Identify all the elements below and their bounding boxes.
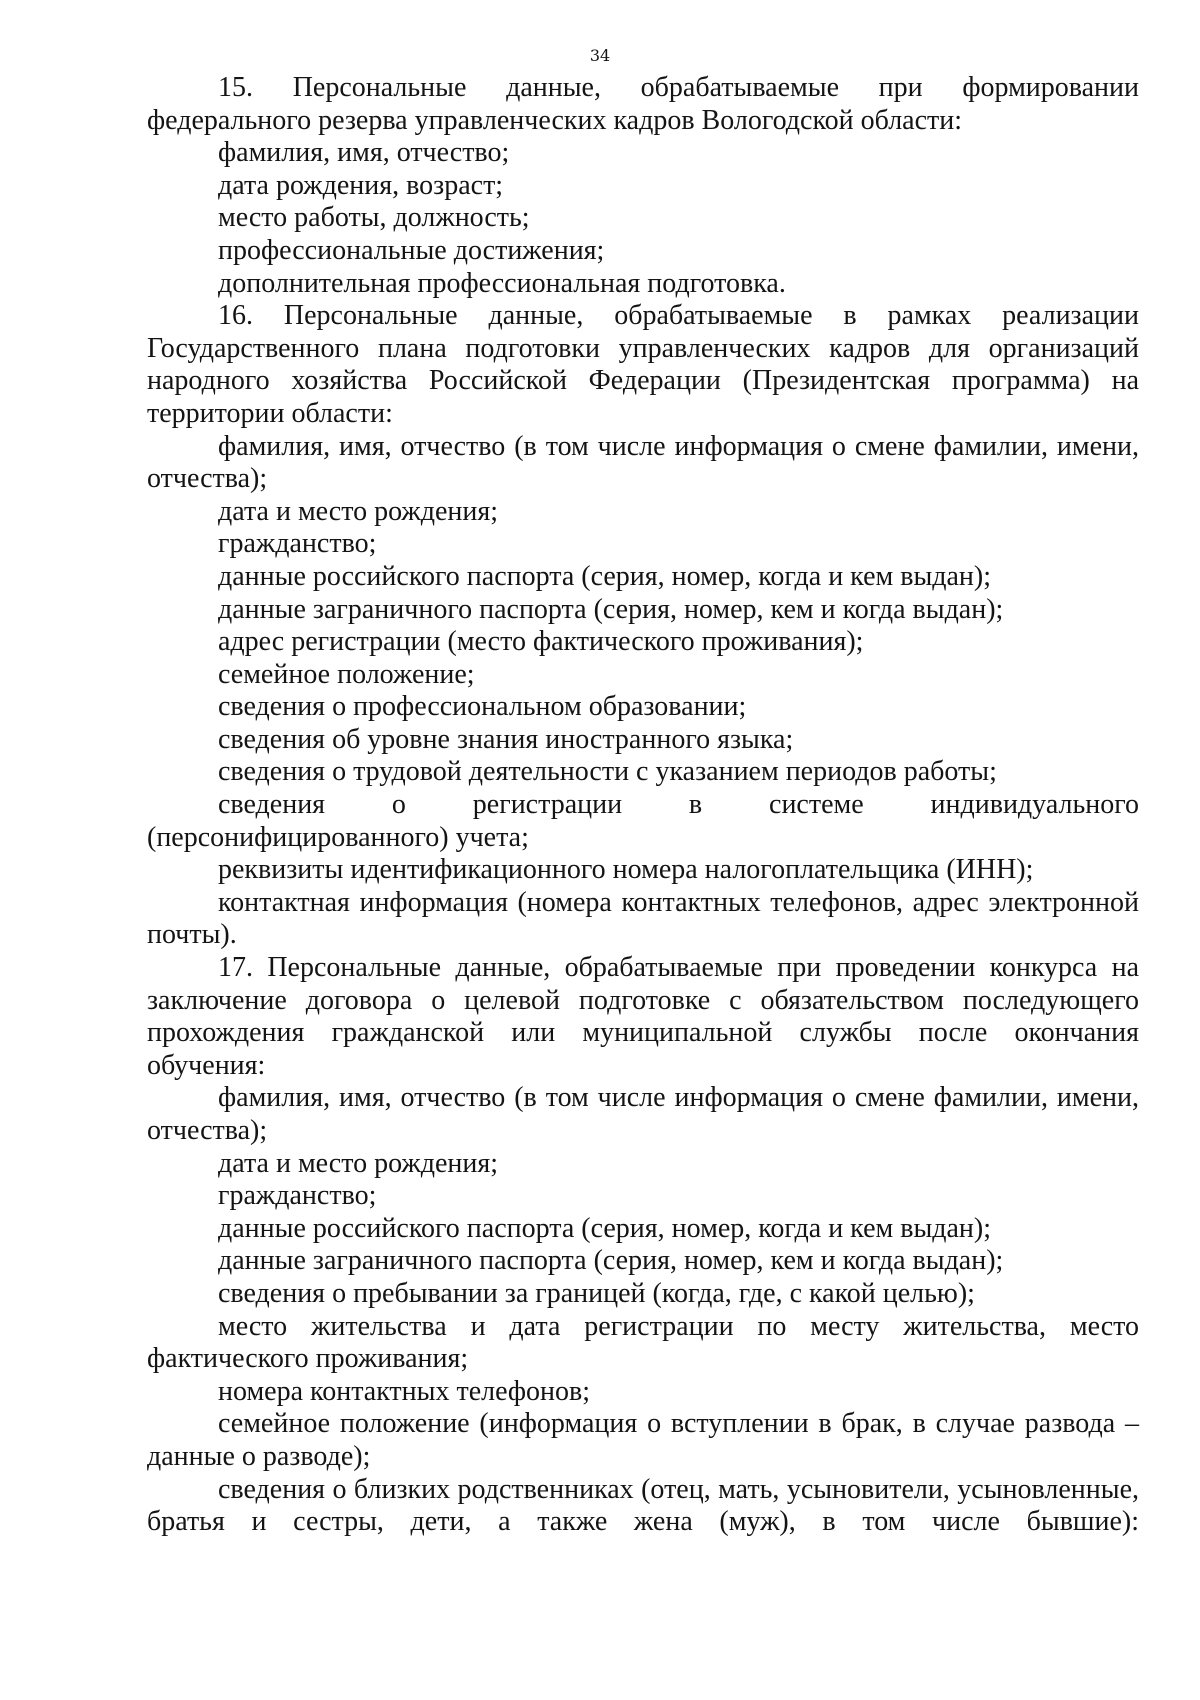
list-item: данные заграничного паспорта (серия, номер, кем и когда выдан); [218, 1245, 1004, 1277]
list-item: место жительства и дата регистрации по месту жительства, место фактического проживания; [147, 1310, 1139, 1375]
list-item: сведения о пребывании за границей (когда, где, с какой целью); [218, 1277, 975, 1309]
list-item: данные российского паспорта (серия, номер, когда и кем выдан); [218, 1212, 992, 1244]
list-item: дата и место рождения; [218, 1147, 499, 1179]
list-item: дата рождения, возраст; [218, 169, 504, 201]
list-item: гражданство; [218, 1180, 377, 1212]
paragraph-16-heading: 16. Персональные данные, обрабатываемые в рамках реализации Государственного плана подготовки управленческих кадров для организаций народного хозяйства Российской Федерации (Президентская программа) на территории области: [147, 300, 1139, 429]
list-item: данные заграничного паспорта (серия, номер, кем и когда выдан); [218, 593, 1004, 625]
paragraph-15-heading: 15. Персональные данные, обрабатываемые при формировании федерального резерва управленческих кадров Вологодской области: [147, 72, 1139, 136]
list-item: реквизиты идентификационного номера налогоплательщика (ИНН); [218, 854, 1034, 886]
list-item: сведения об уровне знания иностранного языка; [218, 723, 794, 755]
list-item: фамилия, имя, отчество (в том числе информация о смене фамилии, имени, отчества); [147, 430, 1139, 495]
list-item: гражданство; [218, 528, 377, 560]
page-number: 34 [589, 46, 611, 65]
paragraph-17-heading: 17. Персональные данные, обрабатываемые при проведении конкурса на заключение договора о целевой подготовке с обязательством последующего прохождения гражданской или муниципальной службы после окончания обучения: [147, 952, 1139, 1081]
list-item: семейное положение; [218, 658, 475, 690]
list-item: семейное положение (информация о вступлении в брак, в случае развода – данные о разводе); [147, 1408, 1139, 1472]
list-item: дополнительная профессиональная подготовка. [218, 267, 786, 299]
list-item: адрес регистрации (место фактического проживания); [218, 626, 864, 658]
list-item: номера контактных телефонов; [218, 1375, 590, 1407]
list-item: контактная информация (номера контактных телефонов, адрес электронной почты). [147, 886, 1139, 951]
list-item: место работы, должность; [218, 202, 530, 234]
list-item: сведения о трудовой деятельности с указанием периодов работы; [218, 756, 997, 788]
list-item: фамилия, имя, отчество; [218, 137, 510, 169]
list-item: сведения о профессиональном образовании; [218, 691, 747, 723]
list-item: сведения о регистрации в системе индивидуального (персонифицированного) учета; [147, 789, 1139, 853]
list-item: профессиональные достижения; [218, 234, 605, 266]
list-item: сведения о близких родственниках (отец, мать, усыновители, усыновленные, братья и сестры, дети, а также жена (муж), в том числе бывшие): [147, 1473, 1139, 1538]
list-item: данные российского паспорта (серия, номер, когда и кем выдан); [218, 560, 992, 592]
list-item: фамилия, имя, отчество (в том числе информация о смене фамилии, имени, отчества); [147, 1082, 1139, 1146]
document-body [147, 72, 1139, 1539]
list-item: дата и место рождения; [218, 495, 499, 527]
